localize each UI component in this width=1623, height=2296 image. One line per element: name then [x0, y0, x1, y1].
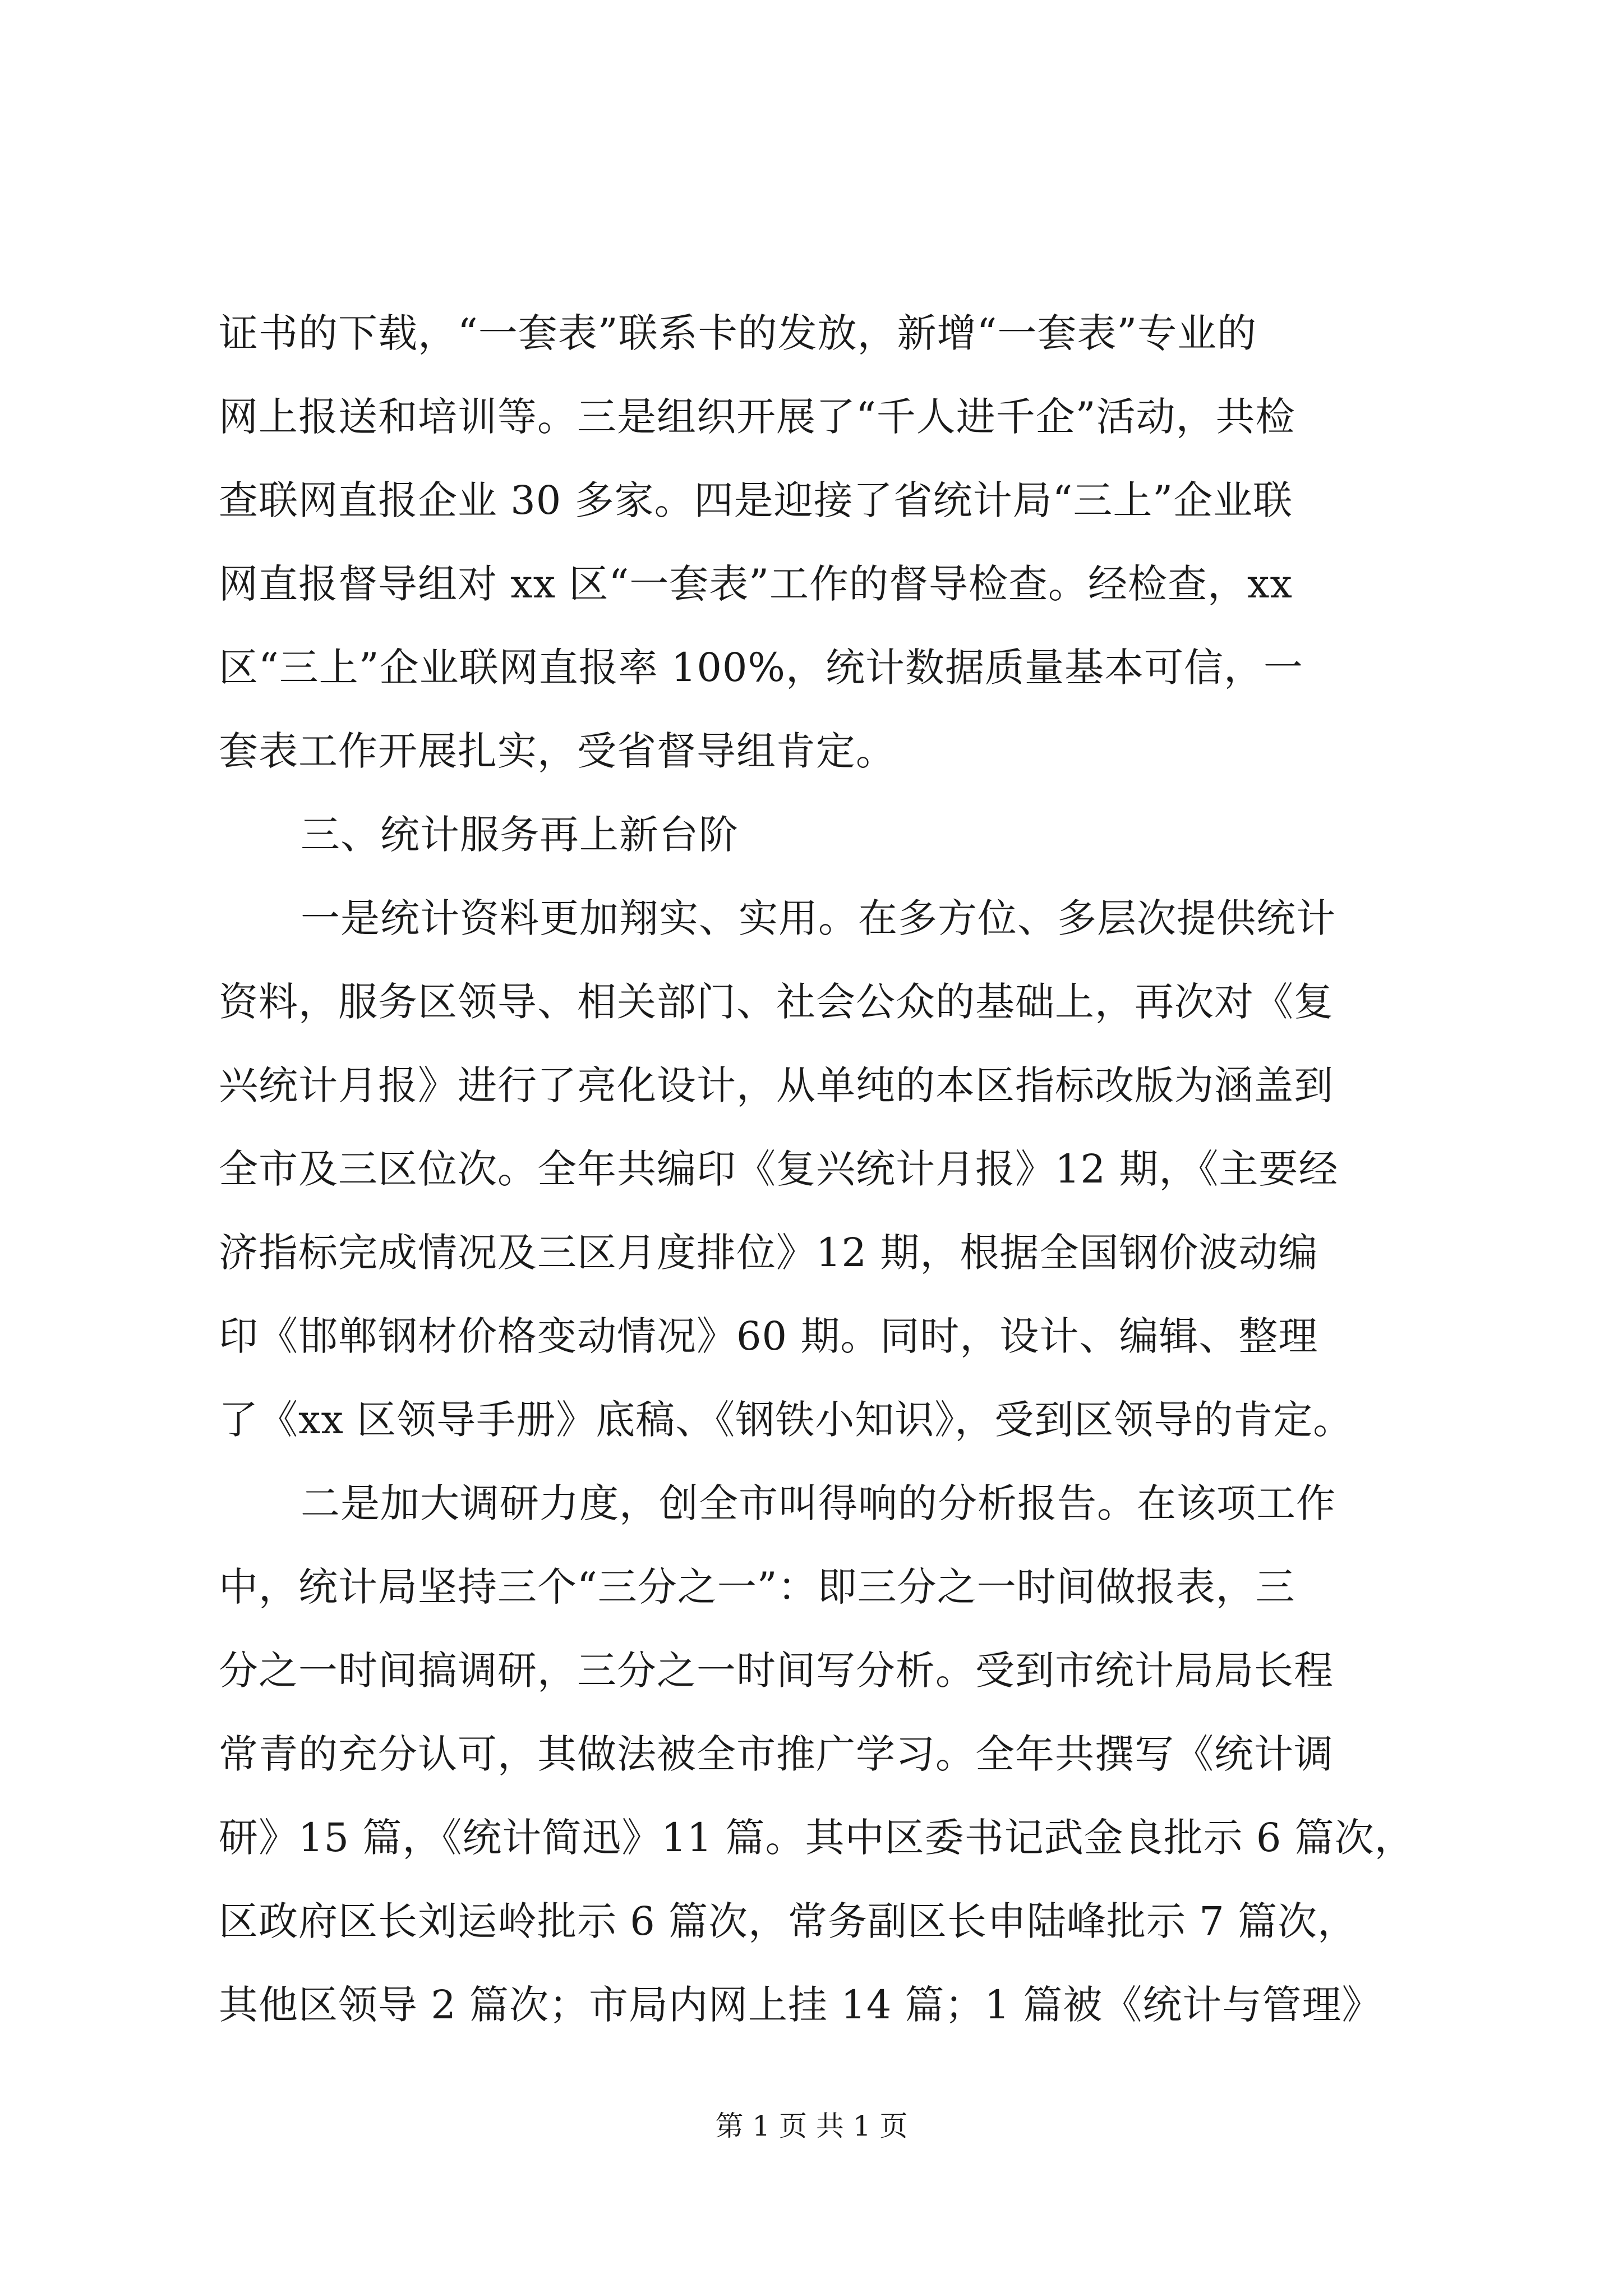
page-footer: 第 1 页 共 1 页	[715, 2110, 908, 2142]
paragraph-start-line: 二是加大调研力度，创全市叫得响的分析报告。在该项工作	[301, 1480, 1336, 1526]
text-line: 区政府区长刘运岭批示 6 篇次，常务副区长申陆峰批示 7 篇次，	[219, 1898, 1358, 1944]
text-line: 研》15 篇，《统计简迅》11 篇。其中区委书记武金良批示 6 篇次，	[219, 1815, 1414, 1861]
text-line: 印《邯郸钢材价格变动情况》60 期。同时，设计、编辑、整理	[219, 1313, 1318, 1359]
section-heading: 三、统计服务再上新台阶	[301, 812, 739, 858]
text-line: 兴统计月报》进行了亮化设计，从单纯的本区指标改版为涵盖到	[219, 1062, 1334, 1108]
text-line: 资料，服务区领导、相关部门、社会公众的基础上，再次对《复	[219, 979, 1334, 1025]
text-line: 证书的下载，“一套表”联系卡的发放，新增“一套表”专业的	[219, 310, 1257, 356]
text-line: 查联网直报企业 30 多家。四是迎接了省统计局“三上”企业联	[219, 477, 1293, 523]
text-line: 中，统计局坚持三个“三分之一”：即三分之一时间做报表，三	[219, 1564, 1295, 1610]
text-line: 其他区领导 2 篇次；市局内网上挂 14 篇；1 篇被《统计与管理》	[219, 1982, 1382, 2028]
text-line: 分之一时间搞调研，三分之一时间写分析。受到市统计局局长程	[219, 1648, 1334, 1694]
text-line: 济指标完成情况及三区月度排位》12 期，根据全国钢价波动编	[219, 1230, 1318, 1276]
document-body	[219, 292, 1430, 2047]
text-line: 了《xx 区领导手册》底稿、《钢铁小知识》，受到区领导的肯定。	[219, 1397, 1353, 1443]
text-line: 网直报督导组对 xx 区“一套表”工作的督导检查。经检查，xx	[219, 561, 1293, 607]
text-line: 常青的充分认可，其做法被全市推广学习。全年共撰写《统计调	[219, 1731, 1334, 1777]
text-line: 网上报送和培训等。三是组织开展了“千人进千企”活动，共检	[219, 394, 1295, 440]
text-line: 区“三上”企业联网直报率 100%，统计数据质量基本可信，一	[219, 645, 1303, 691]
paragraph-start-line: 一是统计资料更加翔实、实用。在多方位、多层次提供统计	[301, 895, 1336, 941]
text-line: 套表工作开展扎实，受省督导组肯定。	[219, 728, 896, 774]
text-line: 全市及三区位次。全年共编印《复兴统计月报》12 期，《主要经	[219, 1146, 1339, 1192]
